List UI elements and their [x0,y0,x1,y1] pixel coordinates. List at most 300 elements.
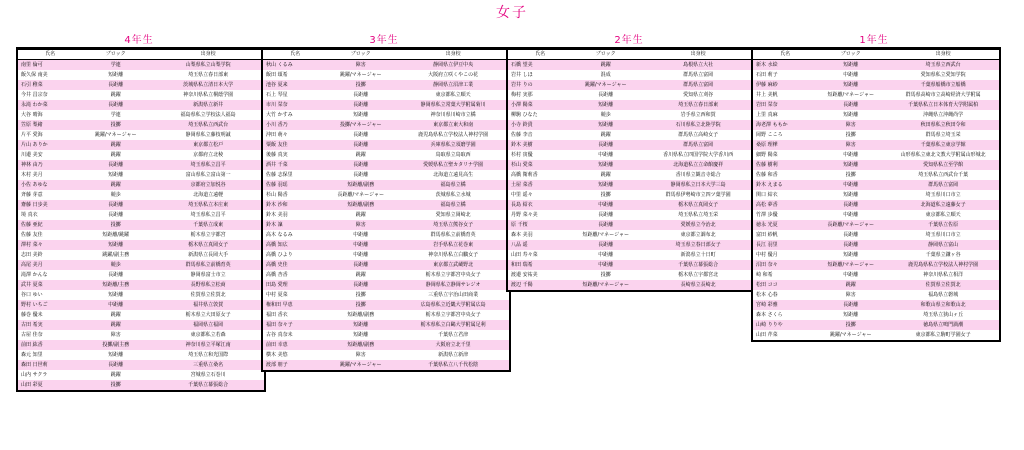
athlete-block: 短距離 [79,290,152,300]
table-row [18,340,264,350]
table-row [753,210,999,220]
table-row [508,240,754,250]
athlete-block: 短距離 [569,160,642,170]
athlete-school: 石川県私立北陸学院 [642,120,754,130]
athlete-name: 渡辺 千陽 [508,280,569,290]
athlete-name: 梅村 実那 [508,90,569,100]
athlete-school: 宮城県立石巻川 [152,370,264,380]
athlete-block: 長距離 [569,210,642,220]
grade-title: 3年生 [369,35,399,46]
table-row [18,270,264,280]
athlete-school: 茨城県私立清日本大学 [152,80,264,90]
table-row [753,180,999,190]
table-row [508,200,754,210]
athlete-block: 長距離 [79,270,152,280]
table-row [263,170,509,180]
athlete-block: 長距離 [814,100,887,110]
athlete-name: 石引 稚菜 [18,80,79,90]
athlete-school: 埼玉県私立昌平 [152,160,264,170]
athlete-name: 斉藤 芽意 [18,190,79,200]
athlete-block: 中距離 [569,250,642,260]
column-header-school: 出身校 [397,50,509,60]
athlete-school: 愛知県立刈谷 [642,90,754,100]
athlete-name: 齋藤 日步美 [18,200,79,210]
athlete-school: 東京都立東大和南 [397,120,509,130]
header-row [263,50,509,60]
table-row [753,200,999,210]
athlete-name: 高橋 知広 [263,240,324,250]
athlete-block: 中距離 [814,70,887,80]
table-row [508,170,754,180]
table-row [508,210,754,220]
athlete-name: 池谷 夏来 [263,80,324,90]
table-row [753,310,999,320]
athlete-block: 短距離 [569,120,642,130]
athlete-block: 短距離 [324,110,397,120]
athlete-name: 桑原 理樺 [753,140,814,150]
athlete-school: 神奈川県立平塚江南 [152,340,264,350]
athlete-block: 長距離 [79,200,152,210]
athlete-block: 投擲 [814,130,887,140]
athlete-school: 東京都私立順天 [887,210,999,220]
athlete-school: 京都府立北稜 [152,150,264,160]
table-row [263,120,509,130]
athlete-block: 短距離/副務 [324,340,397,350]
athlete-school: 新潟県立新井 [152,100,264,110]
athlete-school: 千葉県私立八千代松陰 [397,360,509,370]
athlete-block: 長距離 [324,260,397,270]
table-row [263,180,509,190]
athlete-name: 谷口 ゆい [18,290,79,300]
athlete-school: 栃木県立宇都宮中央女子 [397,310,509,320]
athlete-school: 京都府立加悦谷 [152,180,264,190]
athlete-block: 中距離 [569,260,642,270]
athlete-block: 短距離 [814,190,887,200]
athlete-name: 和田 瑞希 [508,260,569,270]
athlete-name: 佐藤 友佳 [18,230,79,240]
table-row [753,170,999,180]
table-row [263,100,509,110]
table-row [18,310,264,320]
athlete-name: 野村 いちご [18,300,79,310]
athlete-block: 長距離 [814,300,887,310]
athlete-block: 長距離 [79,100,152,110]
athlete-block: 短距離 [814,160,887,170]
athlete-name: 神林 由乃 [18,160,79,170]
athlete-block: 長距離 [79,360,152,370]
table-row [263,260,509,270]
athlete-school: 静岡県私立常葉大学附属菊川 [397,100,509,110]
table-row [753,70,999,80]
table-row [18,280,264,290]
athlete-block: 跳躍 [324,270,397,280]
athlete-block: 短距離 [569,180,642,190]
table-row [508,130,754,140]
table-row [263,200,509,210]
table-row [18,250,264,260]
athlete-school: 埼玉県立熊谷女子 [397,220,509,230]
athlete-name: 武井 夏菜 [18,280,79,290]
athlete-name: 鈴木 えまる [753,180,814,190]
athlete-block: 跳躍 [569,60,642,71]
athlete-block: 長距離 [569,240,642,250]
athlete-block: 短距離 [814,80,887,90]
athlete-school: 静岡県私立藤枝明誠 [152,130,264,140]
table-row [263,310,509,320]
athlete-school: 埼玉県立春日部東 [152,70,264,80]
table-row [263,220,509,230]
athlete-block: 長距離/マネージャー [814,220,887,230]
athlete-name: 鈴木 美樹 [508,140,569,150]
table-row [753,150,999,160]
athlete-school: 群馬県立富岡 [642,80,754,90]
athlete-school: 埼玉県立春日部東 [642,100,754,110]
athlete-school: 千葉県私立日本体育大学附属柏 [887,100,999,110]
table-row [18,360,264,370]
athlete-name: 細野 陽菜 [753,150,814,160]
table-row [753,250,999,260]
athlete-name: 柳駒 ひなた [508,110,569,120]
athlete-block: 投擲 [79,380,152,390]
athlete-name: 前田 幸恵 [263,340,324,350]
table-row [508,60,754,71]
athlete-school: 鹿児島県私立学校法人神村学園 [397,130,509,140]
athlete-block: 障害 [814,120,887,130]
table-row [508,160,754,170]
athlete-school: 埼玉県私立昌平 [152,210,264,220]
athlete-name: 伊藤 麻紗 [753,80,814,90]
athlete-block: 混成 [569,70,642,80]
table-row [508,80,754,90]
athlete-name: 高木 なるみ [263,230,324,240]
table-row [753,190,999,200]
athlete-school: 香川県私立四国学院大学香川西 [642,150,754,160]
athlete-name: 高橋 ひより [263,250,324,260]
athlete-name: 佐藤 亜紀 [18,220,79,230]
table-row [18,290,264,300]
athlete-school: 北海道立遠軽 [152,190,264,200]
athlete-block: 跳躍/副主務 [79,250,152,260]
table-row [263,240,509,250]
athlete-school: 岩手県私立花巻東 [397,240,509,250]
athlete-school: 福島県私立学校法人福島 [152,110,264,120]
athlete-school: 群馬県私立前橋育英 [397,230,509,240]
column-header-school: 出身校 [642,50,754,60]
athlete-block: 短距離/副務 [324,180,397,190]
athlete-name: 小澤 陽菜 [508,100,569,110]
athlete-block: 障害 [324,60,397,71]
athlete-block: 跳躍 [814,280,887,290]
athlete-school: 埼玉県私立西武台 [152,120,264,130]
athlete-school: 栃木県立大田原女子 [152,310,264,320]
athlete-school: 三重県立桑名 [152,360,264,370]
athlete-school: 愛知県私立至学館 [887,160,999,170]
athlete-school: 大阪府立咲くやこの花 [397,70,509,80]
athlete-block: 障害 [324,220,397,230]
table-row [18,240,264,250]
table-row [18,300,264,310]
athlete-name: 徳永 光夏 [753,220,814,230]
athlete-name: 森元 知里 [18,350,79,360]
athlete-school: 栃木県立真岡女子 [152,240,264,250]
table-row [18,60,264,71]
athlete-school: 千葉県船橋市立船橋 [887,80,999,90]
table-row [508,70,754,80]
athlete-school: 千葉県私立東京学館 [887,140,999,150]
athlete-name: 山崎 りりや [753,320,814,330]
athlete-name: 新木 水絵 [753,60,814,71]
table-row [508,180,754,190]
table-row [263,290,509,300]
athlete-name: 石上 琴星 [263,90,324,100]
athlete-school: 長崎県立長崎北 [642,280,754,290]
athlete-block: 長距離 [324,100,397,110]
table-row [18,160,264,170]
athlete-block: 長距離 [79,210,152,220]
athlete-school: 福島県立橘 [397,200,509,210]
athlete-block: 跳躍 [79,310,152,320]
athlete-name: 長島 紹衣 [508,200,569,210]
column-header-school: 出身校 [152,50,264,60]
table-row [18,120,264,130]
athlete-block: 投擲/副主務 [79,340,152,350]
athlete-name: 杉村 寅優 [508,150,569,160]
table-row [753,60,999,71]
athlete-block: 跳躍 [79,150,152,160]
athlete-name: 福田 香衣 [263,310,324,320]
table-row [263,150,509,160]
grade-title: 2年生 [614,35,644,46]
athlete-school: 山形県私立東北文教大学附属山形城北 [887,150,999,160]
athlete-name: 笠原 梨緒 [18,120,79,130]
athlete-school: 東京都立松戸 [152,140,264,150]
table-row [18,140,264,150]
athlete-name: 高尾 美月 [18,260,79,270]
table-row [18,170,264,180]
athlete-block: 中距離 [79,300,152,310]
athlete-school: 群馬県立富岡 [642,140,754,150]
athlete-block: 中距離 [569,150,642,160]
grade-title: 4年生 [124,35,154,46]
athlete-block: 長距離 [324,160,397,170]
table-row [263,130,509,140]
athlete-school: 佐賀県立佐賀北 [887,280,999,290]
athlete-name: 中村 夏菜 [263,290,324,300]
athlete-name: 渡邉 安祐美 [508,270,569,280]
athlete-block: 短距離 [324,330,397,340]
athlete-school: 千葉県立成東 [152,220,264,230]
athlete-block: 中距離 [814,150,887,160]
table-row [18,260,264,270]
header-row [18,50,264,60]
athlete-block: 跳躍/マネージャー [814,330,887,340]
athlete-block: 中距離 [324,250,397,260]
athlete-school: 大阪府立北千里 [397,340,509,350]
table-row [263,210,509,220]
athlete-school: 佐賀県立佐賀北 [152,290,264,300]
table-row [508,90,754,100]
athlete-block: 長距離 [324,90,397,100]
athlete-block: 長距離 [569,90,642,100]
athlete-name: 渡部 朋子 [263,360,324,370]
athlete-block: 競歩 [79,190,152,200]
athlete-school: 栃木県立宇都宮中央女子 [397,270,509,280]
table-row [263,300,509,310]
athlete-name: 八品 遥 [508,240,569,250]
athlete-block: 跳躍 [569,170,642,180]
athlete-school: 神奈川県私立相洋 [887,270,999,280]
athlete-name: 小佐 あゆな [18,180,79,190]
athlete-block: 中距離 [324,230,397,240]
athlete-name: 境 真衣 [18,210,79,220]
athlete-name: 高橋 杏香 [263,270,324,280]
athlete-school: 群馬県立埼玉栄 [887,130,999,140]
table-row [753,90,999,100]
athlete-school: 千葉県立幕張総合 [642,260,754,270]
athlete-school: 千葉県立鎌ヶ谷 [887,250,999,260]
athlete-name: 石田 莉子 [753,70,814,80]
athlete-block: 短距離 [79,350,152,360]
table-row [18,350,264,360]
athlete-school: 三重県立宇治山田商業 [397,290,509,300]
athlete-name: 佐藤 李音 [508,130,569,140]
athlete-school: 静岡県立伊豆中央 [397,60,509,71]
athlete-block: 投擲 [324,80,397,90]
table-row [18,180,264,190]
athlete-name: 佐藤 樹利 [753,160,814,170]
table-row [508,100,754,110]
athlete-block: 短距離 [324,320,397,330]
athlete-name: 今井 昌宗奈 [18,90,79,100]
athlete-block: 長距離/マネージャー [324,190,397,200]
athlete-block: 投擲 [814,170,887,180]
athlete-school: 長野県私立松商 [152,280,264,290]
athlete-school: 島根県立大社 [642,60,754,71]
athlete-name: 大竹 かすみ [263,110,324,120]
table-row [18,90,264,100]
table-row [263,320,509,330]
table-row [263,250,509,260]
athlete-school: 埼玉県川口市立 [887,190,999,200]
page-title: 女子 [496,5,528,21]
column-header-block: ブロック [324,50,397,60]
athlete-block: 跳躍 [324,210,397,220]
athlete-name: 井上 美帆 [753,90,814,100]
athlete-block: 短距離 [79,70,152,80]
athlete-block: 競歩 [79,260,152,270]
athlete-school: 神奈川県川崎市立橘 [397,110,509,120]
athlete-school: 愛知県私立愛知学院 [887,70,999,80]
athlete-name: 滝澤 かんな [18,270,79,280]
athlete-block: 跳躍 [79,90,152,100]
athlete-name: 杉山 陽香 [263,190,324,200]
athlete-block: 長距離 [814,240,887,250]
athlete-school: 埼玉県立春日部女子 [642,240,754,250]
athlete-school: 沖縄県立沖縄尚学 [887,110,999,120]
athlete-name: 土屋 菜香 [508,180,569,190]
table-row [18,210,264,220]
athlete-name: 小川 香乃 [263,120,324,130]
athlete-name: 松田 ココ [753,280,814,290]
table-row [508,140,754,150]
table-row [753,220,999,230]
table-row [508,230,754,240]
table-row [263,350,509,360]
athlete-school: 愛媛県私立聖カタリナ学園 [397,160,509,170]
athlete-school: 群馬県伊勢崎市立四ツ葉学園 [642,190,754,200]
athlete-block: 中距離 [814,270,887,280]
roster-table-1 [16,47,266,392]
athlete-school: 福島県立磐城 [887,290,999,300]
table-row [18,370,264,380]
athlete-block: 長距離 [814,230,887,240]
athlete-block: 学連 [79,110,152,120]
athlete-school: 東京都私立順天 [397,90,509,100]
athlete-school: 福井県立敦賀 [152,300,264,310]
athlete-name: 市川 栞奈 [263,100,324,110]
athlete-name: 山内 サクラ [18,370,79,380]
table-row [508,270,754,280]
athlete-name: 佐藤 羽瑶 [263,180,324,190]
athlete-school: 愛知県立岡崎北 [397,210,509,220]
athlete-name: 片平 愛海 [18,130,79,140]
table-row [263,280,509,290]
athlete-school: 東京都立武蔵野北 [397,260,509,270]
athlete-block: 短距離 [569,100,642,110]
athlete-school: 徳島県立鳴門渦潮 [887,320,999,330]
athlete-school: 福岡県立福岡 [152,320,264,330]
athlete-block: 跳躍/マネージャー [569,80,642,90]
athlete-block: 長距離 [569,220,642,230]
table-row [753,130,999,140]
athlete-school: 茨城県私立水城 [397,190,509,200]
athlete-name: 丹野 菜々美 [508,210,569,220]
athlete-block: 障害 [324,350,397,360]
athlete-school: 埼玉県私立本庄東 [152,200,264,210]
table-row [508,190,754,200]
table-row [18,130,264,140]
athlete-block: 投擲 [324,290,397,300]
athlete-name: 前田 紘香 [18,340,79,350]
athlete-block: 長距離 [569,140,642,150]
table-row [18,80,264,90]
column-header-name: 氏名 [753,50,814,60]
athlete-block: 短距離/副務 [324,310,397,320]
athlete-school: 富山県私立富山第一 [152,170,264,180]
athlete-school: 新潟県立新津 [397,350,509,360]
athlete-name: 後藤 真実 [263,150,324,160]
athlete-name: 藤巻 優未 [18,310,79,320]
table-row [18,380,264,390]
athlete-block: 跳躍 [79,180,152,190]
athlete-name: 飯田 頌希 [263,70,324,80]
grade-title: 1年生 [859,35,889,46]
table-row [753,270,999,280]
athlete-school: 北海道立遠見高生 [397,170,509,180]
athlete-name: 粟飯 友佳 [263,140,324,150]
table-row [508,280,754,290]
athlete-block: 短距離 [79,240,152,250]
athlete-name: 大谷 晴海 [18,110,79,120]
athlete-block: 投擲 [79,120,152,130]
athlete-block: 長距離 [79,80,152,90]
table-row [753,330,999,340]
athlete-block: 長距離 [324,170,397,180]
table-row [753,300,999,310]
athlete-name: 石橋 望美 [508,60,569,71]
roster-table-2 [261,47,511,372]
athlete-name: 沼田 奈々 [753,260,814,270]
